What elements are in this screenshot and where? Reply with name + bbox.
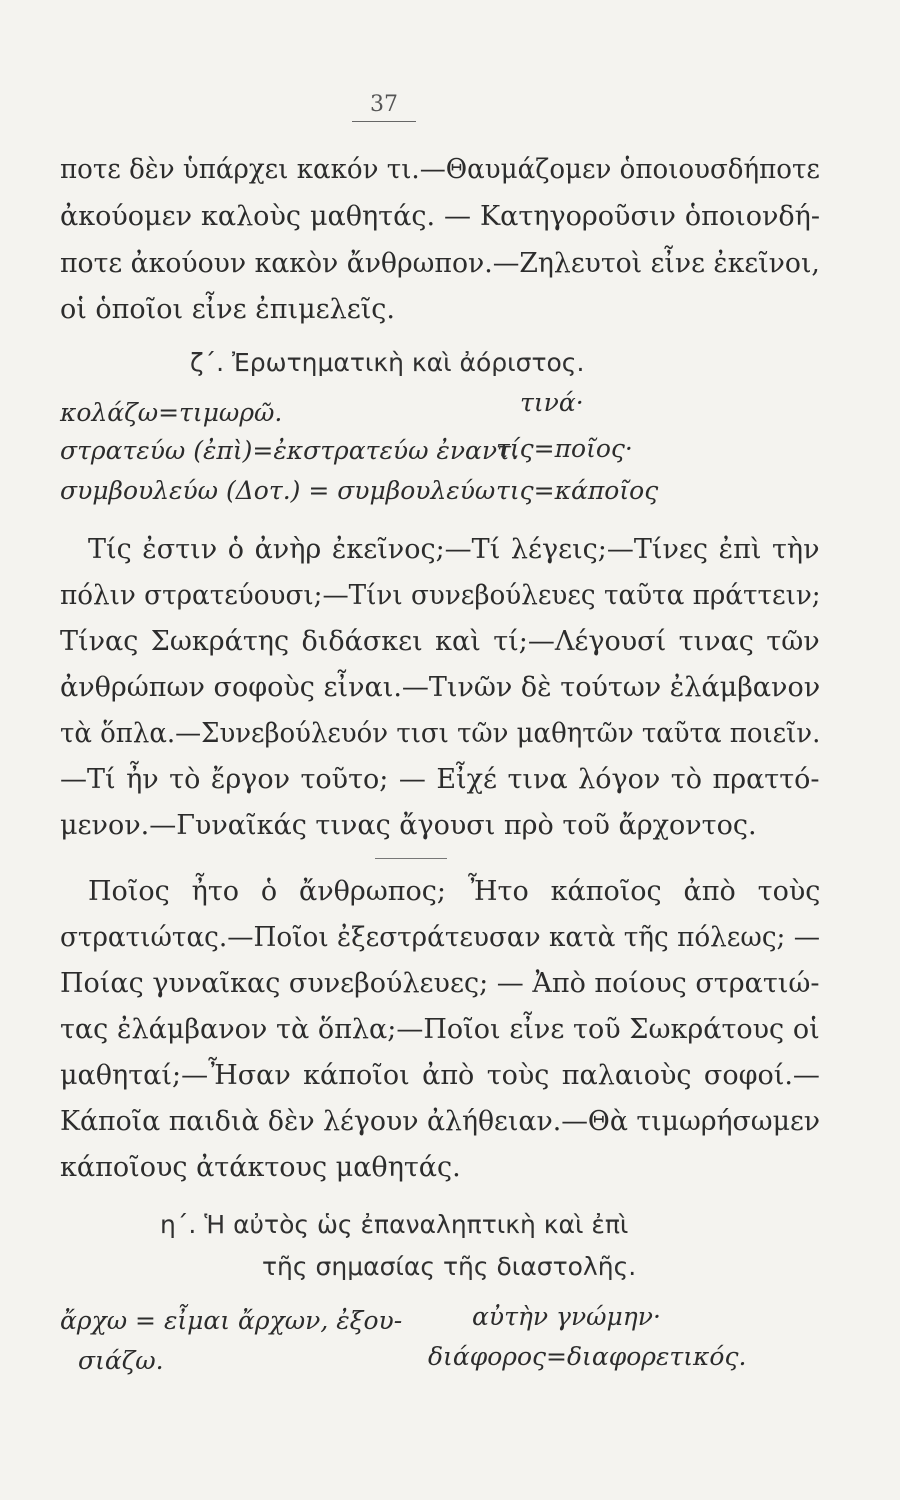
page-number: 37: [352, 92, 416, 122]
text-line: ἀνθρώπων σοφοὺς εἶναι.—Τινῶν δὲ τούτων ἐλάμβανον: [60, 672, 821, 703]
section-heading: τῆς σημασίας τῆς διαστολῆς.: [262, 1252, 637, 1281]
divider: [375, 858, 447, 859]
vocab-entry: στρατεύω (ἐπὶ)=ἐκστρατεύω ἐναντ.: [60, 436, 519, 465]
vocab-entry: κολάζω=τιμωρῶ.: [60, 398, 283, 427]
vocab-entry: ἄρχω = εἶμαι ἄρχων, ἐξου-: [60, 1306, 403, 1335]
text-line: Ποίας γυναῖκας συνεβούλευες; — Ἀπὸ ποίους στρατιώ-: [60, 968, 820, 999]
text-line: ἀκούομεν καλοὺς μαθητάς. — Κατηγοροῦσιν ὁποιονδή-: [60, 201, 820, 232]
text-line: οἱ ὁποῖοι εἶνε ἐπιμελεῖς.: [60, 294, 395, 325]
text-line: στρατιώτας.—Ποῖοι ἐξεστράτευσαν κατὰ τῆς πόλεως; —: [60, 922, 821, 953]
section-heading: ζ΄. Ἐρωτηματικὴ καὶ ἀόριστος.: [190, 348, 585, 377]
text-line: —Τί ἦν τὸ ἔργον τοῦτο; — Εἶχέ τινα λόγον τὸ πραττό-: [60, 764, 820, 795]
vocab-entry: συμβουλεύω (Δοτ.) = συμβουλεύω: [60, 476, 496, 505]
text-line: κάποῖους ἀτάκτους μαθητάς.: [60, 1152, 461, 1183]
text-line: Κάποῖα παιδιὰ δὲν λέγουν ἀλήθειαν.—Θὰ τιμωρήσωμεν: [60, 1106, 821, 1137]
vocab-entry: τινά·: [520, 388, 584, 417]
text-line: Τίνας Σωκράτης διδάσκει καὶ τί;—Λέγουσί τινας τῶν: [60, 626, 820, 657]
vocab-entry: διάφορος=διαφορετικός.: [428, 1342, 747, 1371]
text-line: Ποῖος ἦτο ὁ ἄνθρωπος; Ἦτο κάποῖος ἀπὸ τοὺς: [88, 876, 821, 907]
vocab-entry: τις=κάποῖος: [496, 476, 659, 505]
text-line: πόλιν στρατεύουσι;—Τίνι συνεβούλευες ταῦτα πράττειν;: [60, 580, 821, 611]
text-line: τὰ ὅπλα.—Συνεβούλευόν τισι τῶν μαθητῶν ταῦτα ποιεῖν.: [60, 718, 821, 749]
text-line: ποτε ἀκούουν κακὸν ἄνθρωπον.—Ζηλευτοὶ εἶνε ἐκεῖνοι,: [60, 248, 820, 279]
text-line: μαθηταί;—Ἦσαν κάποῖοι ἀπὸ τοὺς παλαιοὺς σοφοί.—: [60, 1060, 820, 1091]
section-heading: η΄. Ἡ αὐτὸς ὡς ἐπαναληπτικὴ καὶ ἐπὶ: [160, 1210, 629, 1239]
text-line: ποτε δὲν ὑπάρχει κακόν τι.—Θαυμάζομεν ὁποιουσδήποτε: [60, 154, 820, 185]
vocab-entry: τίς=ποῖος·: [496, 434, 633, 463]
vocab-entry: σιάζω.: [78, 1346, 164, 1375]
text-line: μενον.—Γυναῖκάς τινας ἄγουσι πρὸ τοῦ ἄρχοντος.: [60, 810, 757, 841]
text-line: Τίς ἐστιν ὁ ἀνὴρ ἐκεῖνος;—Τί λέγεις;—Τίνες ἐπὶ τὴν: [88, 534, 820, 565]
vocab-entry: αὐτὴν γνώμην·: [472, 1302, 661, 1331]
text-line: τας ἐλάμβανον τὰ ὅπλα;—Ποῖοι εἶνε τοῦ Σωκράτους οἱ: [60, 1014, 820, 1045]
